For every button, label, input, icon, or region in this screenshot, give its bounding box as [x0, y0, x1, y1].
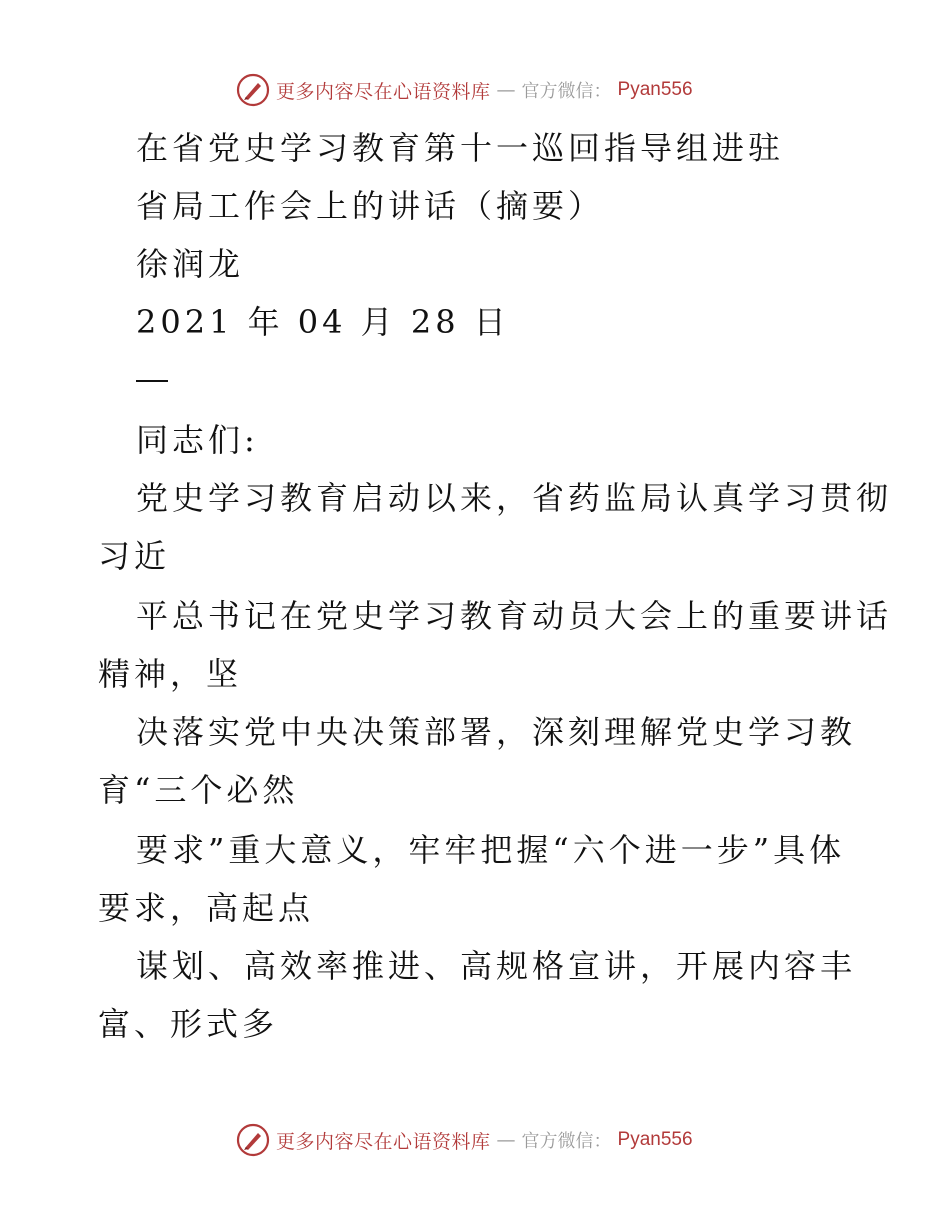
watermark-id: Pyan556 [617, 1129, 693, 1150]
body-line: 要求，高起点 [98, 889, 315, 927]
watermark-separator: — [496, 79, 516, 101]
watermark-header [236, 72, 693, 108]
watermark-text: 更多内容尽在心语资料库 [276, 1130, 491, 1153]
body-line: 习近 [98, 537, 171, 575]
salutation: 同志们: [136, 421, 259, 459]
watermark-separator: — [496, 1129, 516, 1151]
speech-date: 2021 年 04 月 28 日 [136, 303, 510, 341]
body-line: 党史学习教育启动以来，省药监局认真学习贯彻 [136, 479, 893, 517]
body-line: 谋划、高效率推进、高规格宣讲，开展内容丰 [136, 947, 857, 985]
watermark-label: 官方微信： [521, 1131, 612, 1152]
title-line-1: 在省党史学习教育第十一巡回指导组进驻 [136, 129, 785, 167]
quill-pen-logo-icon [236, 1123, 270, 1157]
body-line: 育“三个必然 [98, 771, 299, 809]
watermark-footer [236, 1122, 693, 1158]
body-line: 要求”重大意义，牢牢把握“六个进一步”具体 [136, 831, 846, 869]
body-line: 富、形式多 [98, 1005, 279, 1043]
divider-dash [136, 380, 168, 382]
watermark-label: 官方微信： [521, 81, 612, 102]
watermark-id: Pyan556 [617, 79, 693, 100]
body-line: 精神，坚 [98, 655, 243, 693]
title-line-2: 省局工作会上的讲话（摘要） [136, 187, 605, 225]
watermark-text: 更多内容尽在心语资料库 [276, 80, 491, 103]
body-line: 决落实党中央决策部署，深刻理解党史学习教 [136, 713, 857, 751]
author-name: 徐润龙 [136, 245, 245, 283]
body-line: 平总书记在党史学习教育动员大会上的重要讲话 [136, 597, 893, 635]
quill-pen-logo-icon [236, 73, 270, 107]
